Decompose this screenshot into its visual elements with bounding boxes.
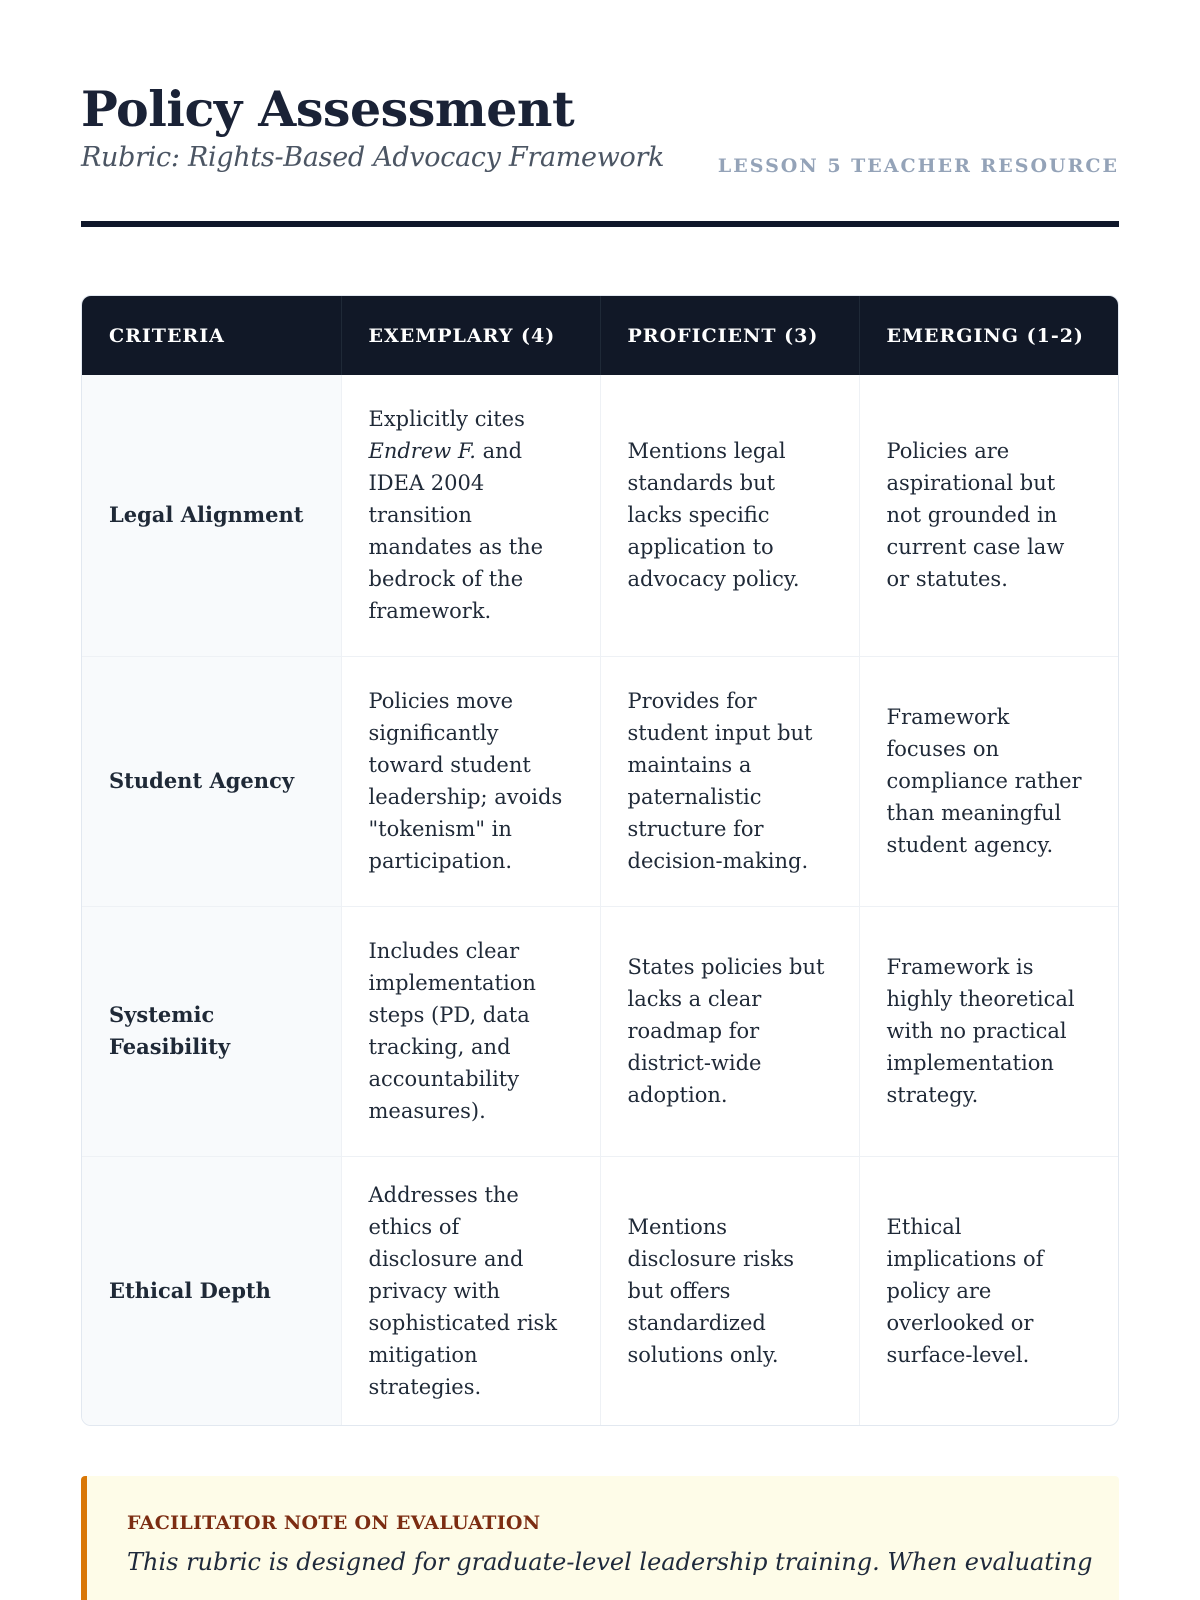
document-page [81, 0, 1119, 1576]
page-subtitle: Rubric: Rights-Based Advocacy Framework [81, 142, 665, 173]
exemplary-cell [341, 375, 600, 656]
exemplary-text: and IDEA 2004 transition mandates as the bedrock of the framework. [368, 439, 544, 624]
emerging-cell: Framework focuses on compliance rather than meaningful student agency. [859, 656, 1118, 906]
emerging-cell: Framework is highly theoretical with no practical implementation strategy. [859, 906, 1118, 1156]
criteria-cell: Systemic Feasibility [82, 906, 341, 1156]
proficient-cell: Provides for student input but maintains a paternalistic structure for decision-making. [600, 656, 859, 906]
table-row [82, 1156, 1118, 1425]
exemplary-cell: Includes clear implementation steps (PD, data tracking, and accountability measures). [341, 906, 600, 1156]
column-header-emerging: EMERGING (1-2) [859, 296, 1118, 375]
table-row [82, 656, 1118, 906]
column-header-exemplary: EXEMPLARY (4) [341, 296, 600, 375]
proficient-cell: States policies but lacks a clear roadmap for district-wide adoption. [600, 906, 859, 1156]
column-header-proficient: PROFICIENT (3) [600, 296, 859, 375]
exemplary-text: Explicitly cites [368, 407, 525, 432]
facilitator-note [81, 1476, 1119, 1600]
page-header [81, 0, 1119, 227]
criteria-cell: Ethical Depth [82, 1156, 341, 1425]
note-body: This rubric is designed for graduate-level leadership training. When evaluating [127, 1548, 1093, 1576]
column-header-criteria: CRITERIA [82, 296, 341, 375]
case-citation: Endrew F. [368, 439, 476, 464]
note-title: FACILITATOR NOTE ON EVALUATION [127, 1512, 541, 1534]
emerging-cell: Ethical implications of policy are overlooked or surface-level. [886, 1214, 1044, 1367]
table-row [82, 375, 1118, 656]
exemplary-cell: Addresses the ethics of disclosure and privacy with sophisticated risk mitigation strategies. [341, 1156, 600, 1425]
emerging-cell: Policies are aspirational but not grounded in current case law or statutes. [859, 375, 1118, 656]
criteria-cell: Legal Alignment [82, 375, 341, 656]
rubric-header-row [82, 296, 1118, 375]
proficient-cell: Mentions disclosure risks but offers standardized solutions only. [600, 1156, 859, 1425]
rubric-table [81, 295, 1119, 1426]
criteria-cell: Student Agency [82, 656, 341, 906]
proficient-cell: Mentions legal standards but lacks specific application to advocacy policy. [600, 375, 859, 656]
table-row [82, 906, 1118, 1156]
page-title: Policy Assessment [81, 80, 575, 138]
resource-tag: LESSON 5 TEACHER RESOURCE [717, 155, 1119, 177]
exemplary-cell: Policies move significantly toward student leadership; avoids "tokenism" in participation. [341, 656, 600, 906]
